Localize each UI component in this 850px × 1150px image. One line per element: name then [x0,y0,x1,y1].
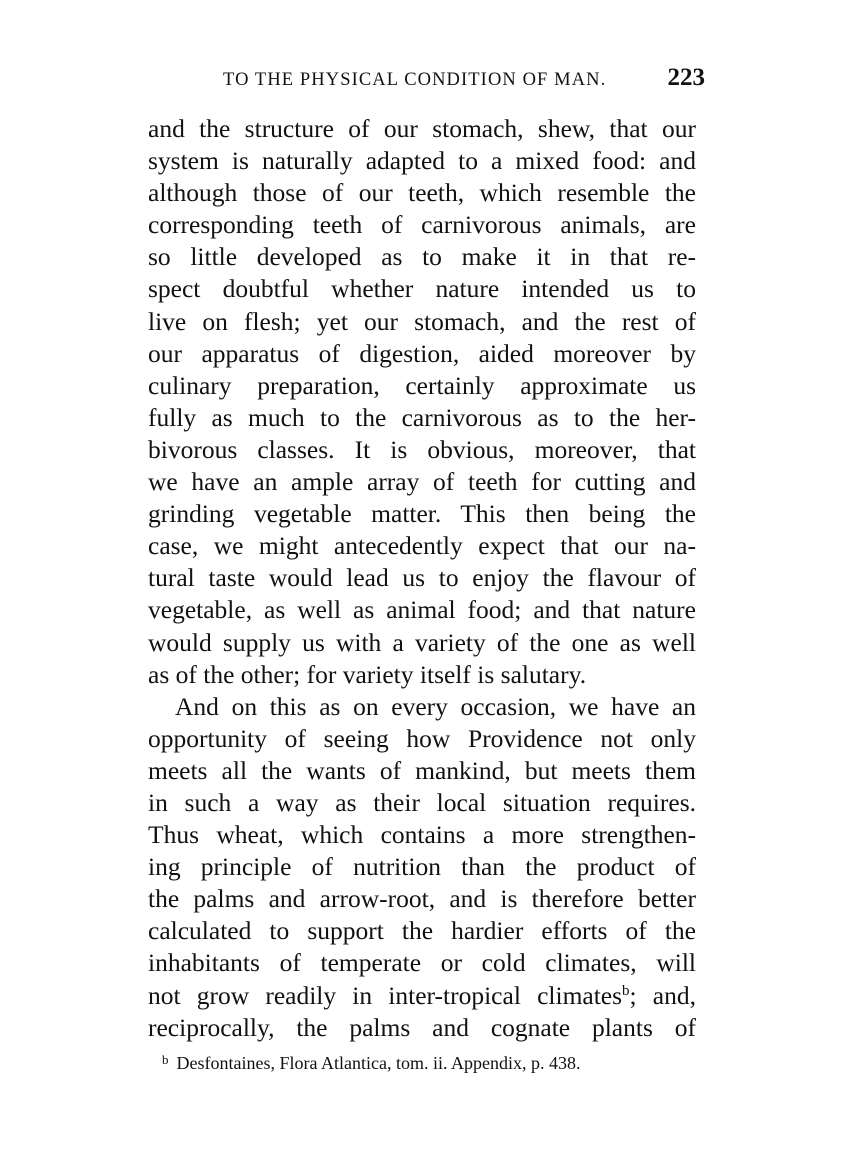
footnote-reference: b [622,982,630,999]
text-line: inhabitants of temperate or cold climates, will [148,948,696,978]
footnote-text: Desfontaines, Flora Atlantica, tom. ii. Appendix, p. 438. [176,1053,581,1073]
text-segment: ; and, [629,980,696,1010]
text-line: meets all the wants of mankind, but meets them [148,755,696,785]
text-line: corresponding teeth of carnivorous animals, are [148,210,696,240]
text-line: in such a way as their local situation requires. [148,787,696,817]
text-line: the palms and arrow-root, and is therefore better [148,884,696,914]
text-line: bivorous classes. It is obvious, moreover, that [148,434,696,464]
text-line: vegetable, as well as animal food; and that nature [148,595,696,625]
text-line: fully as much to the carnivorous as to the her- [148,402,696,432]
text-line: Thus wheat, which contains a more strengthen- [148,820,696,850]
text-line: And on this as on every occasion, we have an [175,691,696,721]
footnote-marker: b [162,1052,169,1067]
text-line: culinary preparation, certainly approximate us [148,370,696,400]
running-title: TO THE PHYSICAL CONDITION OF MAN. [223,70,607,90]
text-segment: not grow readily in inter-tropical climates [148,980,623,1010]
text-line-with-footnote-ref [148,980,696,1012]
text-line: we have an ample array of teeth for cutting and [148,467,696,497]
text-line: opportunity of seeing how Providence not only [148,723,696,753]
body-text [148,113,696,1044]
text-line: ing principle of nutrition than the product of [148,852,696,882]
text-line: and the structure of our stomach, shew, that our [148,114,696,143]
text-line: although those of our teeth, which resemble the [148,178,696,208]
text-line: as of the other; for variety itself is salutary. [148,659,587,689]
text-line: would supply us with a variety of the one as well [148,627,696,657]
text-line: tural taste would lead us to enjoy the flavour of [148,563,696,593]
text-line: case, we might antecedently expect that our na- [148,531,696,561]
running-head [223,64,705,96]
text-line: spect doubtful whether nature intended us to [148,274,696,304]
footnote [162,1052,580,1074]
text-line: so little developed as to make it in that re- [148,242,696,272]
text-line: our apparatus of digestion, aided moreover by [148,338,696,368]
text-line: reciprocally, the palms and cognate plants of [148,1012,696,1042]
text-line: live on flesh; yet our stomach, and the rest of [148,306,696,336]
text-line: system is naturally adapted to a mixed food: and [148,146,696,176]
text-line: calculated to support the hardier efforts of the [148,916,696,946]
page-number: 223 [667,64,705,91]
text-line: grinding vegetable matter. This then being the [148,499,696,529]
